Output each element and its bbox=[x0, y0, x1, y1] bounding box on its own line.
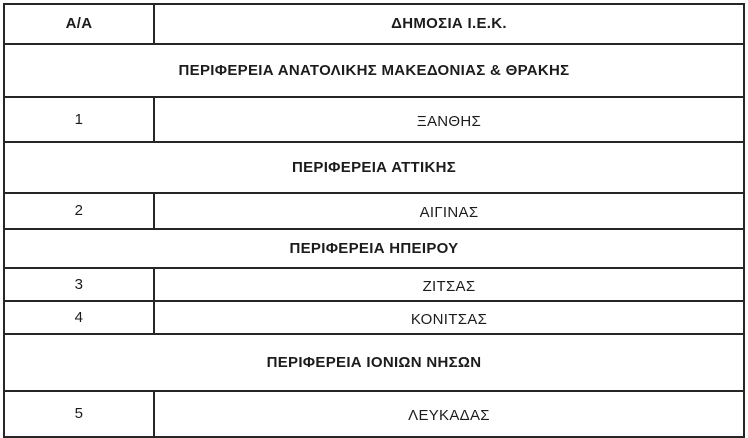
row-index-cell: 2 bbox=[4, 193, 154, 229]
row-index-cell: 3 bbox=[4, 268, 154, 301]
iek-table-body bbox=[4, 4, 744, 437]
table-row bbox=[4, 268, 744, 301]
region-header-cell: ΠΕΡΙΦΕΡΕΙΑ ΑΝΑΤΟΛΙΚΗΣ ΜΑΚΕΔΟΝΙΑΣ & ΘΡΑΚΗΣ bbox=[4, 44, 744, 97]
table-row bbox=[4, 97, 744, 142]
table-header-row bbox=[4, 4, 744, 44]
region-header-cell: ΠΕΡΙΦΕΡΕΙΑ ΗΠΕΙΡΟΥ bbox=[4, 229, 744, 268]
region-header-row bbox=[4, 142, 744, 193]
table-row bbox=[4, 301, 744, 334]
region-header-row bbox=[4, 44, 744, 97]
iek-table bbox=[3, 3, 745, 438]
iek-name-cell: ΚΟΝΙΤΣΑΣ bbox=[154, 301, 744, 334]
row-index-cell: 5 bbox=[4, 391, 154, 437]
iek-name-cell: ΛΕΥΚΑΔΑΣ bbox=[154, 391, 744, 437]
region-header-row bbox=[4, 334, 744, 391]
column-header-iek: ΔΗΜΟΣΙΑ Ι.Ε.Κ. bbox=[154, 4, 744, 44]
iek-name-cell: ΖΙΤΣΑΣ bbox=[154, 268, 744, 301]
region-header-cell: ΠΕΡΙΦΕΡΕΙΑ ΑΤΤΙΚΗΣ bbox=[4, 142, 744, 193]
region-header-row bbox=[4, 229, 744, 268]
iek-name-cell: ΞΑΝΘΗΣ bbox=[154, 97, 744, 142]
table-row bbox=[4, 391, 744, 437]
row-index-cell: 4 bbox=[4, 301, 154, 334]
iek-name-cell: ΑΙΓΙΝΑΣ bbox=[154, 193, 744, 229]
region-header-cell: ΠΕΡΙΦΕΡΕΙΑ ΙΟΝΙΩΝ ΝΗΣΩΝ bbox=[4, 334, 744, 391]
row-index-cell: 1 bbox=[4, 97, 154, 142]
column-header-aa: Α/Α bbox=[4, 4, 154, 44]
table-row bbox=[4, 193, 744, 229]
